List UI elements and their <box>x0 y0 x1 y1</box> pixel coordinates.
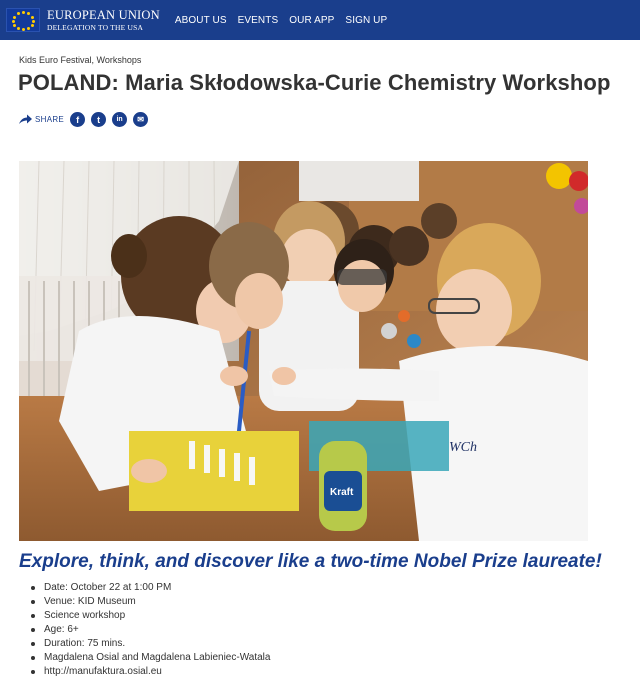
detail-age: Age: 6+ <box>31 623 270 637</box>
share-label[interactable]: SHARE <box>35 115 65 124</box>
top-navigation-bar <box>0 0 640 40</box>
eu-logo[interactable] <box>6 8 160 32</box>
logo-text <box>47 9 160 31</box>
nav-sign-up[interactable]: SIGN UP <box>345 14 388 26</box>
twitter-icon[interactable]: t <box>91 112 106 127</box>
breadcrumb[interactable]: Kids Euro Festival, Workshops <box>19 55 142 65</box>
coat-logo-label: WCh <box>449 440 477 455</box>
detail-venue: Venue: KID Museum <box>31 595 270 609</box>
email-icon[interactable]: ✉ <box>133 112 148 127</box>
detail-presenters: Magdalena Osial and Magdalena Labieniec-Watala <box>31 651 270 665</box>
detail-duration: Duration: 75 mins. <box>31 637 270 651</box>
bottle-label: Kraft <box>330 487 354 498</box>
nav-our-app[interactable]: OUR APP <box>289 14 335 26</box>
nav-events[interactable]: EVENTS <box>237 14 279 26</box>
event-subheading: Explore, think, and discover like a two-time Nobel Prize laureate! <box>19 551 602 572</box>
share-arrow-icon[interactable] <box>19 114 32 125</box>
page-title: POLAND: Maria Skłodowska-Curie Chemistry Workshop <box>18 70 611 95</box>
facebook-icon[interactable]: f <box>70 112 85 127</box>
event-photo <box>19 161 588 541</box>
main-nav <box>175 15 398 26</box>
event-details-list <box>31 581 270 679</box>
logo-line-2: DELEGATION TO THE USA <box>47 22 144 32</box>
nav-about-us[interactable]: ABOUT US <box>174 14 227 26</box>
detail-date: Date: October 22 at 1:00 PM <box>31 581 270 595</box>
share-bar <box>19 112 154 127</box>
linkedin-icon[interactable]: in <box>112 112 127 127</box>
eu-flag-icon <box>6 8 40 32</box>
photo-children-chemistry-workshop-icon <box>19 161 588 541</box>
detail-type: Science workshop <box>31 609 270 623</box>
detail-website-link[interactable]: http://manufaktura.osial.eu <box>31 665 270 679</box>
logo-line-1: EUROPEAN UNION <box>47 8 160 22</box>
